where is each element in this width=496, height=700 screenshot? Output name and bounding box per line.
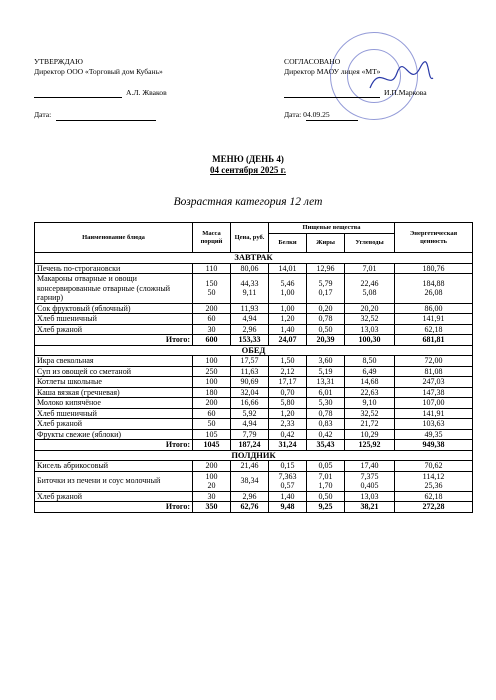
- table-row: [35, 419, 473, 430]
- cell-fat: 3,60: [307, 356, 345, 367]
- table-row: [35, 491, 473, 502]
- approve-position: Директор ООО «Торговый дом Кубань»: [34, 67, 163, 76]
- cell-energy: 81,08: [395, 366, 473, 377]
- table-row: [35, 366, 473, 377]
- cell-protein: 17,17: [269, 377, 307, 388]
- table-row: [35, 408, 473, 419]
- cell-price: 2,96: [231, 324, 269, 335]
- cell-name: Икра свекольная: [35, 356, 193, 367]
- section-header: [35, 345, 473, 356]
- table-row: [35, 314, 473, 325]
- cell-protein: 0,15: [269, 461, 307, 472]
- total-protein: 31,24: [269, 440, 307, 451]
- table-row: [35, 429, 473, 440]
- signature-line-right: [284, 97, 380, 98]
- cell-carbs: 32,52: [345, 314, 395, 325]
- cell-energy: 70,62: [395, 461, 473, 472]
- cell-mass: 200: [193, 398, 231, 409]
- cell-name: Суп из овощей со сметаной: [35, 366, 193, 377]
- cell-price: 16,66: [231, 398, 269, 409]
- section-title: ПОЛДНИК: [35, 450, 473, 461]
- total-price: 187,24: [231, 440, 269, 451]
- cell-energy: 62,18: [395, 491, 473, 502]
- cell-protein: 14,01: [269, 263, 307, 274]
- total-carbs: 38,21: [345, 502, 395, 513]
- cell-fat: 5,19: [307, 366, 345, 377]
- col-header-nutrients: Пищевые вещества: [269, 223, 395, 234]
- cell-protein: 2,33: [269, 419, 307, 430]
- total-mass: 350: [193, 502, 231, 513]
- cell-carbs: 21,72: [345, 419, 395, 430]
- cell-mass: 30: [193, 491, 231, 502]
- table-row: [35, 377, 473, 388]
- total-row: [35, 440, 473, 451]
- cell-carbs: 20,20: [345, 303, 395, 314]
- cell-name: Кисель абрикосовый: [35, 461, 193, 472]
- cell-protein: 7,363 0,57: [269, 471, 307, 491]
- section-header: [35, 253, 473, 264]
- cell-mass: 50: [193, 419, 231, 430]
- approve-date: Дата:: [34, 110, 52, 119]
- cell-price: 80,06: [231, 263, 269, 274]
- cell-price: 38,34: [231, 471, 269, 491]
- cell-price: 17,57: [231, 356, 269, 367]
- cell-energy: 86,00: [395, 303, 473, 314]
- cell-energy: 147,38: [395, 387, 473, 398]
- cell-protein: 0,70: [269, 387, 307, 398]
- cell-carbs: 14,68: [345, 377, 395, 388]
- table-row: [35, 471, 473, 491]
- cell-mass: 100 20: [193, 471, 231, 491]
- cell-energy: 62,18: [395, 324, 473, 335]
- cell-fat: 0,78: [307, 408, 345, 419]
- total-fat: 35,43: [307, 440, 345, 451]
- cell-fat: 12,96: [307, 263, 345, 274]
- cell-name: Хлеб ржаной: [35, 324, 193, 335]
- cell-name: Хлеб ржаной: [35, 491, 193, 502]
- table-row: [35, 324, 473, 335]
- cell-energy: 180,76: [395, 263, 473, 274]
- total-energy: 681,81: [395, 335, 473, 346]
- cell-energy: 72,00: [395, 356, 473, 367]
- table-row: [35, 461, 473, 472]
- cell-protein: 1,20: [269, 408, 307, 419]
- section-title: ЗАВТРАК: [35, 253, 473, 264]
- col-header-protein: Белки: [269, 234, 307, 253]
- total-protein: 9,48: [269, 502, 307, 513]
- cell-carbs: 6,49: [345, 366, 395, 377]
- cell-fat: 7,01 1,70: [307, 471, 345, 491]
- cell-price: 7,79: [231, 429, 269, 440]
- cell-name: Сок фруктовый (яблочный): [35, 303, 193, 314]
- cell-fat: 0,50: [307, 324, 345, 335]
- cell-carbs: 7,375 0,405: [345, 471, 395, 491]
- cell-name: Биточки из печени и соус молочный: [35, 471, 193, 491]
- agree-title: СОГЛАСОВАНО: [284, 57, 341, 66]
- table-row: [35, 263, 473, 274]
- cell-name: Каша вязкая (гречневая): [35, 387, 193, 398]
- cell-fat: 0,42: [307, 429, 345, 440]
- cell-mass: 200: [193, 461, 231, 472]
- total-energy: 272,28: [395, 502, 473, 513]
- cell-protein: 2,12: [269, 366, 307, 377]
- cell-price: 11,63: [231, 366, 269, 377]
- cell-protein: 1,50: [269, 356, 307, 367]
- cell-price: 90,69: [231, 377, 269, 388]
- cell-carbs: 22,63: [345, 387, 395, 398]
- cell-fat: 5,30: [307, 398, 345, 409]
- cell-carbs: 10,29: [345, 429, 395, 440]
- col-header-price: Цена, руб.: [231, 223, 269, 253]
- menu-table: [34, 222, 473, 513]
- table-row: [35, 303, 473, 314]
- cell-price: 4,94: [231, 419, 269, 430]
- cell-mass: 60: [193, 314, 231, 325]
- cell-fat: 5,79 0,17: [307, 274, 345, 304]
- cell-price: 32,04: [231, 387, 269, 398]
- col-header-name: Наименование блюда: [35, 223, 193, 253]
- menu-date: 04 сентября 2025 г.: [210, 165, 286, 175]
- cell-carbs: 22,46 5,08: [345, 274, 395, 304]
- cell-name: Хлеб пшеничный: [35, 408, 193, 419]
- col-header-mass: Масса порций: [193, 223, 231, 253]
- cell-energy: 103,63: [395, 419, 473, 430]
- table-row: [35, 398, 473, 409]
- cell-mass: 100: [193, 377, 231, 388]
- approve-name: А.Л. Жваков: [126, 88, 167, 97]
- cell-carbs: 13,03: [345, 324, 395, 335]
- col-header-energy: Энергетическая ценность: [395, 223, 473, 253]
- cell-fat: 0,05: [307, 461, 345, 472]
- cell-carbs: 32,52: [345, 408, 395, 419]
- cell-fat: 0,20: [307, 303, 345, 314]
- cell-name: Хлеб ржаной: [35, 419, 193, 430]
- cell-protein: 5,46 1,00: [269, 274, 307, 304]
- cell-energy: 141,91: [395, 408, 473, 419]
- col-header-fat: Жиры: [307, 234, 345, 253]
- total-fat: 20,39: [307, 335, 345, 346]
- cell-protein: 1,00: [269, 303, 307, 314]
- cell-name: Фрукты свежие (яблоки): [35, 429, 193, 440]
- total-mass: 600: [193, 335, 231, 346]
- agree-name: И.П.Маркова: [384, 88, 427, 97]
- cell-mass: 200: [193, 303, 231, 314]
- age-category: Возрастная категория 12 лет: [173, 196, 323, 208]
- cell-mass: 250: [193, 366, 231, 377]
- approve-title: УТВЕРЖДАЮ: [34, 57, 83, 66]
- cell-mass: 150 50: [193, 274, 231, 304]
- cell-protein: 1,40: [269, 324, 307, 335]
- agree-position: Директор МАОУ лицея «МТ»: [284, 67, 381, 76]
- cell-price: 4,94: [231, 314, 269, 325]
- total-mass: 1045: [193, 440, 231, 451]
- table-row: [35, 274, 473, 304]
- total-label: Итого:: [35, 440, 193, 451]
- cell-name: Печень по-строгановски: [35, 263, 193, 274]
- cell-fat: 6,01: [307, 387, 345, 398]
- total-energy: 949,38: [395, 440, 473, 451]
- cell-fat: 0,83: [307, 419, 345, 430]
- total-price: 153,33: [231, 335, 269, 346]
- cell-carbs: 7,01: [345, 263, 395, 274]
- total-row: [35, 335, 473, 346]
- cell-mass: 105: [193, 429, 231, 440]
- total-label: Итого:: [35, 335, 193, 346]
- cell-name: Макароны отварные и овощи консервированные отварные (сложный гарнир): [35, 274, 193, 304]
- total-row: [35, 502, 473, 513]
- cell-mass: 100: [193, 356, 231, 367]
- cell-name: Молоко кипячёное: [35, 398, 193, 409]
- cell-energy: 141,91: [395, 314, 473, 325]
- cell-mass: 30: [193, 324, 231, 335]
- cell-fat: 0,50: [307, 491, 345, 502]
- cell-name: Хлеб пшеничный: [35, 314, 193, 325]
- total-label: Итого:: [35, 502, 193, 513]
- cell-carbs: 8,50: [345, 356, 395, 367]
- cell-fat: 13,31: [307, 377, 345, 388]
- cell-protein: 1,20: [269, 314, 307, 325]
- cell-name: Котлеты школьные: [35, 377, 193, 388]
- cell-price: 21,46: [231, 461, 269, 472]
- signature-line-left: [34, 97, 122, 98]
- cell-price: 2,96: [231, 491, 269, 502]
- cell-fat: 0,78: [307, 314, 345, 325]
- total-carbs: 100,30: [345, 335, 395, 346]
- cell-protein: 1,40: [269, 491, 307, 502]
- cell-mass: 180: [193, 387, 231, 398]
- cell-price: 11,93: [231, 303, 269, 314]
- date-line-right: [306, 120, 358, 121]
- cell-protein: 0,42: [269, 429, 307, 440]
- cell-mass: 110: [193, 263, 231, 274]
- cell-carbs: 9,10: [345, 398, 395, 409]
- cell-protein: 5,80: [269, 398, 307, 409]
- cell-energy: 49,35: [395, 429, 473, 440]
- table-row: [35, 356, 473, 367]
- cell-energy: 114,12 25,36: [395, 471, 473, 491]
- total-carbs: 125,92: [345, 440, 395, 451]
- agree-date: Дата: 04.09.25: [284, 110, 330, 119]
- cell-energy: 184,88 26,08: [395, 274, 473, 304]
- cell-price: 44,33 9,11: [231, 274, 269, 304]
- col-header-carbs: Углеводы: [345, 234, 395, 253]
- cell-carbs: 13,03: [345, 491, 395, 502]
- cell-mass: 60: [193, 408, 231, 419]
- menu-title: МЕНЮ (ДЕНЬ 4): [212, 154, 284, 164]
- date-line-left: [56, 120, 156, 121]
- section-header: [35, 450, 473, 461]
- cell-energy: 247,03: [395, 377, 473, 388]
- section-title: ОБЕД: [35, 345, 473, 356]
- total-price: 62,76: [231, 502, 269, 513]
- cell-price: 5,92: [231, 408, 269, 419]
- cell-energy: 107,00: [395, 398, 473, 409]
- table-row: [35, 387, 473, 398]
- cell-carbs: 17,40: [345, 461, 395, 472]
- total-protein: 24,07: [269, 335, 307, 346]
- total-fat: 9,25: [307, 502, 345, 513]
